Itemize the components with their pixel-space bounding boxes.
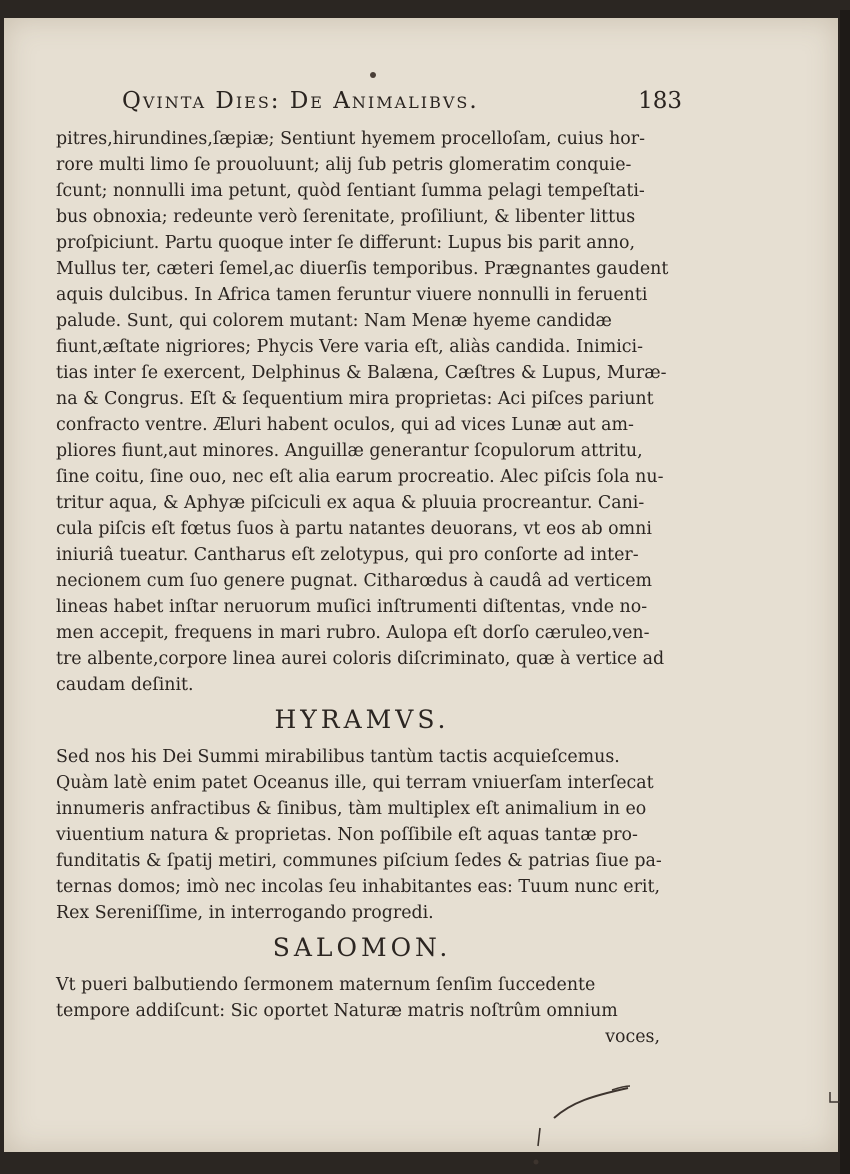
text-line: proſpiciunt. Partu quoque inter ſe differunt: Lupus bis parit anno, (56, 233, 635, 253)
pen-mark (552, 1082, 632, 1122)
text-line: lineas habet inſtar neruorum muſici inſtrumenti diſtentas, vnde no- (56, 597, 648, 617)
binding-edge (840, 10, 850, 1174)
margin-tick-mark (828, 1090, 842, 1104)
text-line: rore multi limo ſe prouoluunt; alij ſub petris glomeratim conquie- (56, 155, 632, 175)
pen-mark-lower (524, 1126, 554, 1170)
text-line: bus obnoxia; redeunte verò ſerenitate, proſiliunt, & libenter littus (56, 207, 636, 227)
text-line: fiunt,æſtate nigriores; Phycis Vere varia eſt, aliàs candida. Inimici- (56, 337, 643, 357)
text-line: tempore addiſcunt: Sic oportet Naturæ matris noſtrûm omnium (56, 1001, 618, 1021)
book-page (4, 18, 838, 1152)
text-line: confracto ventre. Æluri habent oculos, qui ad vices Lunæ aut am- (56, 415, 634, 435)
catchword: voces, (605, 1027, 660, 1047)
speaker-heading-hyramus: HYRAMVS. (274, 705, 450, 734)
text-line: Mullus ter, cæteri ſemel,ac diuerſis temporibus. Prægnantes gaudent (56, 259, 669, 279)
text-line: pitres,hirundines,ſæpiæ; Sentiunt hyemem procelloſam, cuius hor- (56, 129, 645, 149)
text-line: ternas domos; imò nec incolas ſeu inhabitantes eas: Tuum nunc erit, (56, 877, 660, 897)
paragraph-salomon-speech (56, 972, 668, 1024)
text-line: caudam deſinit. (56, 675, 194, 695)
text-line: funditatis & ſpatij metiri, communes piſcium ſedes & patrias ſiue pa- (56, 851, 662, 871)
page-number: 183 (638, 88, 682, 114)
ink-speck (370, 72, 376, 78)
text-line: aquis dulcibus. In Africa tamen feruntur viuere nonnulli in feruenti (56, 285, 648, 305)
text-line: na & Congrus. Eſt & ſequentium mira proprietas: Aci piſces pariunt (56, 389, 654, 409)
speaker-heading-salomon: SALOMON. (272, 933, 452, 962)
running-head: Qvinta Dies: De Animalibvs. (122, 88, 479, 114)
text-line: viuentium natura & proprietas. Non poſſibile eſt aquas tantæ pro- (56, 825, 638, 845)
paragraph-fish-properties (56, 126, 668, 698)
text-block (56, 126, 668, 1050)
text-line: ſine coitu, ſine ouo, nec eſt alia earum procreatio. Alec piſcis ſola nu- (56, 467, 664, 487)
text-line: Vt pueri balbutiendo ſermonem maternum ſenſim ſuccedente (56, 975, 596, 995)
text-line: palude. Sunt, qui colorem mutant: Nam Menæ hyeme candidæ (56, 311, 612, 331)
text-line: men accepit, frequens in mari rubro. Aulopa eſt dorſo cæruleo,ven- (56, 623, 650, 643)
text-line: pliores fiunt,aut minores. Anguillæ generantur ſcopulorum attritu, (56, 441, 643, 461)
page-header (122, 88, 682, 122)
text-line: tias inter ſe exercent, Delphinus & Balæna, Cæſtres & Lupus, Muræ- (56, 363, 667, 383)
text-line: ſcunt; nonnulli ima petunt, quòd ſentiant ſumma pelagi tempeſtati- (56, 181, 645, 201)
text-line: necionem cum ſuo genere pugnat. Citharœdus à caudâ ad verticem (56, 571, 652, 591)
text-line: Quàm latè enim patet Oceanus ille, qui terram vniuerſam interſecat (56, 773, 654, 793)
text-line: Sed nos his Dei Summi mirabilibus tantùm tactis acquieſcemus. (56, 747, 620, 767)
text-line: tre albente,corpore linea aurei coloris diſcriminato, quæ à vertice ad (56, 649, 665, 669)
text-line: tritur aqua, & Aphyæ piſciculi ex aqua & pluuia procreantur. Cani- (56, 493, 645, 513)
text-line: innumeris anfractibus & ſinibus, tàm multiplex eſt animalium in eo (56, 799, 647, 819)
text-line: iniuriâ tueatur. Cantharus eſt zelotypus, qui pro conſorte ad inter- (56, 545, 639, 565)
text-line: cula piſcis eſt fœtus ſuos à partu natantes deuorans, vt eos ab omni (56, 519, 652, 539)
paragraph-hyramus-speech (56, 744, 668, 926)
text-line: Rex Sereniſſime, in interrogando progredi. (56, 903, 434, 923)
